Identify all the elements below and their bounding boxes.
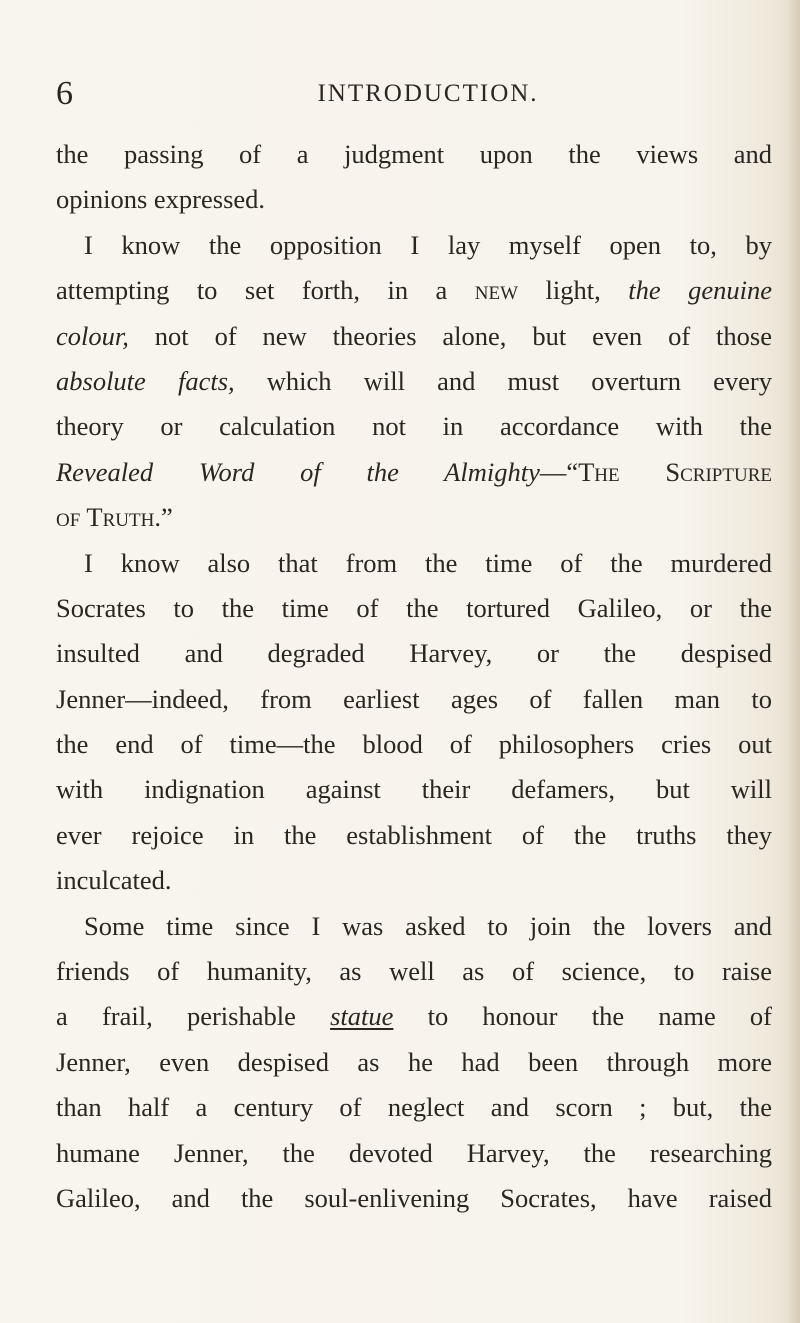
text-line: than half a century of neglect and scorn ; but, the xyxy=(56,1092,772,1123)
text-line: friends of humanity, as well as of science, to raise xyxy=(56,956,772,987)
text-line: I know the opposition I lay myself open to, by xyxy=(84,229,772,260)
text-line: absolute facts, which will and must overturn every xyxy=(56,365,772,396)
emphasis-scripture: The Scripture xyxy=(578,456,772,487)
emphasis-truth: of Truth xyxy=(56,502,155,533)
text-line: the passing of a judgment upon the views and xyxy=(56,139,772,169)
text-line: insulted and degraded Harvey, or the despised xyxy=(56,638,772,669)
text-line: attempting to set forth, in a new light, the genuine xyxy=(56,275,772,306)
emphasis-new: new xyxy=(474,275,519,306)
text-line: with indignation against their defamers, but will xyxy=(56,774,772,805)
page-edge-shadow xyxy=(786,0,800,1323)
text-line: Jenner, even despised as he had been through more xyxy=(56,1046,772,1077)
text-line: theory or calculation not in accordance with the xyxy=(56,411,772,442)
emphasis-revealed-word: Revealed Word of the Almighty xyxy=(56,456,540,487)
text-line: inculcated. xyxy=(56,865,172,896)
text-line: Revealed Word of the Almighty—“The Scripture xyxy=(56,456,772,487)
text-line: humane Jenner, the devoted Harvey, the researching xyxy=(56,1137,772,1168)
text-line: Galileo, and the soul-enlivening Socrates, have raised xyxy=(56,1182,772,1213)
text-line: Socrates to the time of the tortured Galileo, or the xyxy=(56,592,772,623)
emphasis-statue: statue xyxy=(330,1001,394,1032)
text-line: ever rejoice in the establishment of the truths they xyxy=(56,819,772,850)
text-line: of Truth.” xyxy=(56,502,173,533)
running-title: INTRODUCTION. xyxy=(317,80,539,107)
text-line: the end of time—the blood of philosophers cries out xyxy=(56,729,772,760)
text-line: Jenner—indeed, from earliest ages of fallen man to xyxy=(56,683,772,714)
emphasis-absolute-facts: absolute facts, xyxy=(56,365,235,396)
page-number: 6 xyxy=(56,75,73,112)
text-line: Some time since I was asked to join the lovers and xyxy=(84,910,772,941)
emphasis-colour: colour, xyxy=(56,320,129,351)
text-line: opinions expressed. xyxy=(56,184,266,215)
text-line: a frail, perishable statue to honour the name of xyxy=(56,1001,772,1032)
body-text xyxy=(56,132,772,1221)
running-head xyxy=(56,74,776,114)
emphasis-genuine: the genuine xyxy=(628,275,772,306)
text-line: I know also that from the time of the murdered xyxy=(84,547,772,578)
text-line: colour, not of new theories alone, but even of those xyxy=(56,320,772,351)
